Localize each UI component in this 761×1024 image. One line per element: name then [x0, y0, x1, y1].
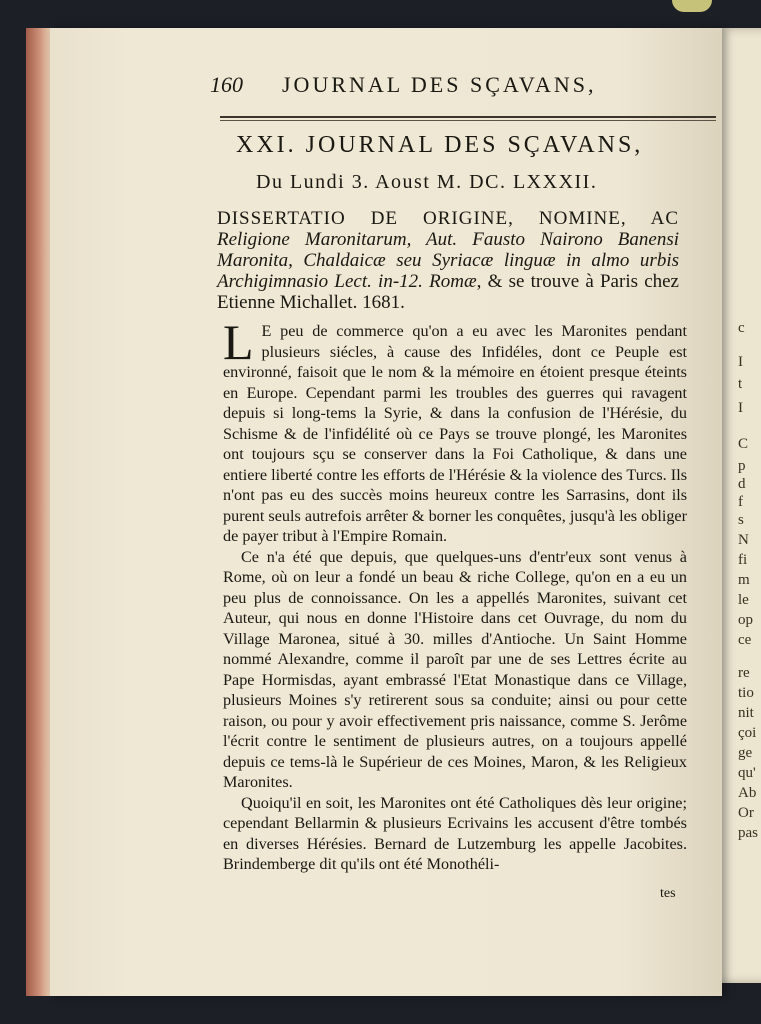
fragment: ge: [738, 745, 753, 761]
fragment: tio: [738, 685, 754, 701]
fragment: le: [738, 592, 749, 608]
catchword: tes: [660, 886, 676, 901]
issue-title: XXI. JOURNAL DES SÇAVANS,: [236, 132, 644, 158]
paragraph: Quoiqu'il en soit, les Maronites ont été Catholiques dès leur origine; cependant Bellarmin & plusieurs Ecrivains les accusent d'être tombés en diverses Hérésies. Bernard de Lutzemburg les appelle Jacobites. Brindemberge dit qu'ils ont été Monothéli-: [223, 793, 687, 873]
header-rule-thin: [220, 120, 716, 121]
fragment: N: [738, 532, 749, 548]
drop-cap: L: [223, 314, 254, 370]
fragment: p: [738, 458, 746, 474]
fragment: op: [738, 612, 753, 628]
fragment: I: [738, 400, 743, 416]
fragment: m: [738, 572, 750, 588]
fragment: C: [738, 436, 749, 452]
book-page: [50, 28, 722, 996]
running-header: [210, 72, 670, 112]
fragment: Or: [738, 805, 754, 821]
fragment: Ab: [738, 785, 757, 801]
fragment: d: [738, 476, 746, 492]
work-title-italic: Religione Maronitarum, Aut. Fausto Nairono Banensi Maronita, Chaldaicæ seu Syriacæ linguæ in almo urbis Archigimnasio Lect. in-12. Romæ: [217, 229, 679, 292]
fragment: nit: [738, 705, 754, 721]
article-body: [223, 314, 687, 875]
issue-date: Du Lundi 3. Aoust M. DC. LXXXII.: [256, 171, 598, 193]
paragraph: Ce n'a été que depuis, que quelques-uns d'entr'eux sont venus à Rome, où on leur a fondé un beau & riche College, qu'on en a eu un peu plus de connoissance. On les a appellés Maronites, suivant cet Auteur, qui nous en donne l'Histoire dans cet Ouvrage, du nom du Village Maronea, situé à 30. milles d'Antioche. Un Saint Homme nommé Alexandre, comme il paroît par une de ses Lettres écrite au Pape Hormisdas, ayant embrassé l'Etat Monastique dans ce Village, plusieurs Moines s'y retirerent sous sa conduite; ainsi ou pour cette raison, ou pour y avoir effectivement pris naissance, comme S. Jerôme l'écrit contre le sentiment de plusieurs autres, on a toujours appellé depuis ce tems-là le Supérieur de ces Moines, Maron, & les Religieux Maronites.: [223, 547, 687, 791]
page-number: 160: [210, 72, 243, 97]
fragment: çoi: [738, 725, 757, 741]
fragment: c: [738, 320, 745, 336]
fragment: pas: [738, 825, 758, 841]
paragraph-text: E peu de commerce qu'on a eu avec les Maronites pendant plusieurs siécles, à cause des Infidéles, dont ce Peuple est environné, faisoit que le nom & la mémoire en étoient presque éteints en Europe. Cependant parmi les troubles des guerres qui ravagent depuis si long-tems la Syrie, & dans la confusion de l'Hérésie, du Schisme & de l'infidélité où ce Pays se trouve plongé, les Maronites ont toujours sçu se conserver dans la Foi Catholique, & dans une entiere liberté contre les efforts de l'Hérésie & la violence des Turcs. Ils n'ont pas eu des succès moins heureux contre les Sarrasins, dont ils purent seuls autrefois arrêter & borner les conquêtes, jusqu'à les obliger de payer tribut à l'Empire Romain.: [223, 322, 687, 545]
running-title: JOURNAL DES SÇAVANS,: [282, 72, 597, 97]
fragment: s: [738, 512, 744, 528]
fragment: I: [738, 354, 743, 370]
header-rule: [220, 116, 716, 118]
fragment: fi: [738, 552, 748, 568]
paragraph: [223, 314, 687, 547]
fragment: t: [738, 376, 743, 392]
fragment: f: [738, 494, 743, 510]
work-title-caps: DISSERTATIO DE ORIGINE, NOMINE, AC: [217, 208, 679, 229]
work-title: [217, 208, 679, 313]
bookmark-tab: [672, 0, 712, 12]
work-title-tail: , & se trouve à Paris chez Etienne Michallet. 1681.: [217, 271, 679, 313]
fragment: qu': [738, 765, 756, 781]
fragment: re: [738, 665, 750, 681]
fragment: ce: [738, 632, 752, 648]
